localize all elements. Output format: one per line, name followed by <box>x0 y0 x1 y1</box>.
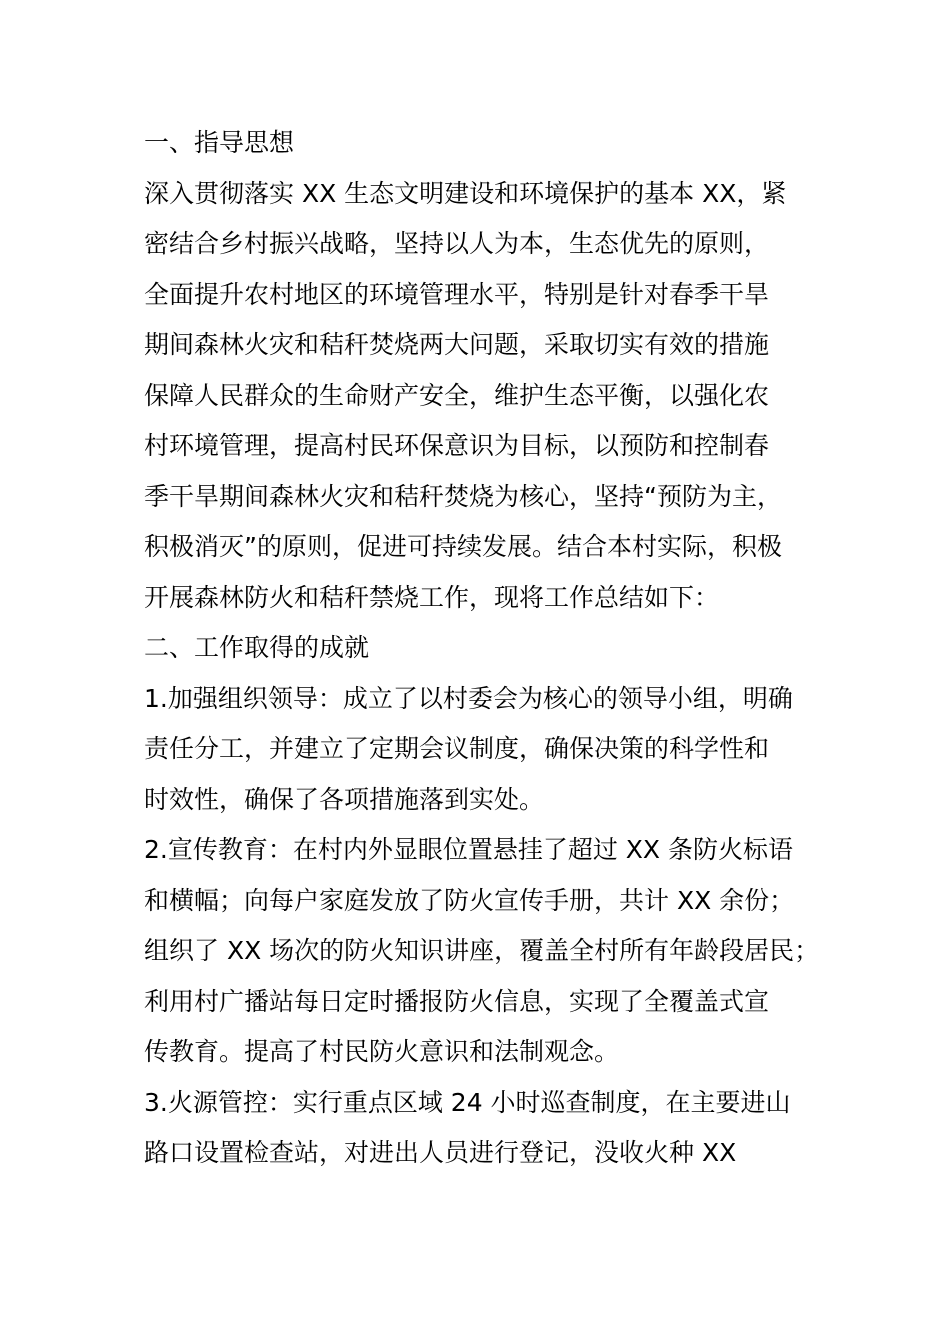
paragraph-line: 路口设置检查站，对进出人员进行登记，没收火种 XX <box>144 1138 737 1167</box>
paragraph-line: 积极消灭”的原则，促进可持续发展。结合本村实际，积极 <box>144 532 782 561</box>
heading-guiding-ideology: 一、指导思想 <box>144 128 295 157</box>
list-item-publicity: 2.宣传教育：在村内外显眼位置悬挂了超过 XX 条防火标语 <box>144 835 794 864</box>
paragraph-line: 时效性，确保了各项措施落到实处。 <box>144 784 545 814</box>
paragraph-line: 利用村广播站每日定时播报防火信息，实现了全覆盖式宣 <box>144 986 770 1016</box>
list-item-fire-control: 3.火源管控：实行重点区域 24 小时巡查制度，在主要进山 <box>144 1087 791 1117</box>
paragraph-line: 开展森林防火和秸秆禁烧工作，现将工作总结如下： <box>144 582 720 612</box>
paragraph-line: 密结合乡村振兴战略，坚持以人为本，生态优先的原则， <box>144 229 770 258</box>
list-item-organization: 1.加强组织领导：成立了以村委会为核心的领导小组，明确 <box>144 683 793 713</box>
heading-achievements: 二、工作取得的成就 <box>144 633 370 662</box>
paragraph-line: 深入贯彻落实 XX 生态文明建设和环境保护的基本 XX，紧 <box>144 178 787 208</box>
paragraph-line: 季干旱期间森林火灾和秸秆焚烧为核心，坚持“预防为主， <box>144 481 782 511</box>
paragraph-line: 组织了 XX 场次的防火知识讲座，覆盖全村所有年龄段居民； <box>144 936 820 965</box>
document-body <box>144 118 834 1179</box>
paragraph-line: 保障人民群众的生命财产安全，维护生态平衡，以强化农 <box>144 380 770 410</box>
paragraph-line: 村环境管理，提高村民环保意识为目标，以预防和控制春 <box>144 431 770 460</box>
paragraph-line: 和横幅；向每户家庭发放了防火宣传手册，共计 XX 余份； <box>144 885 795 915</box>
paragraph-line: 传教育。提高了村民防火意识和法制观念。 <box>144 1037 620 1066</box>
paragraph-line: 全面提升农村地区的环境管理水平，特别是针对春季干旱 <box>144 279 770 309</box>
paragraph-line: 责任分工，并建立了定期会议制度，确保决策的科学性和 <box>144 734 770 763</box>
paragraph-line: 期间森林火灾和秸秆焚烧两大问题，采取切实有效的措施 <box>144 330 770 359</box>
